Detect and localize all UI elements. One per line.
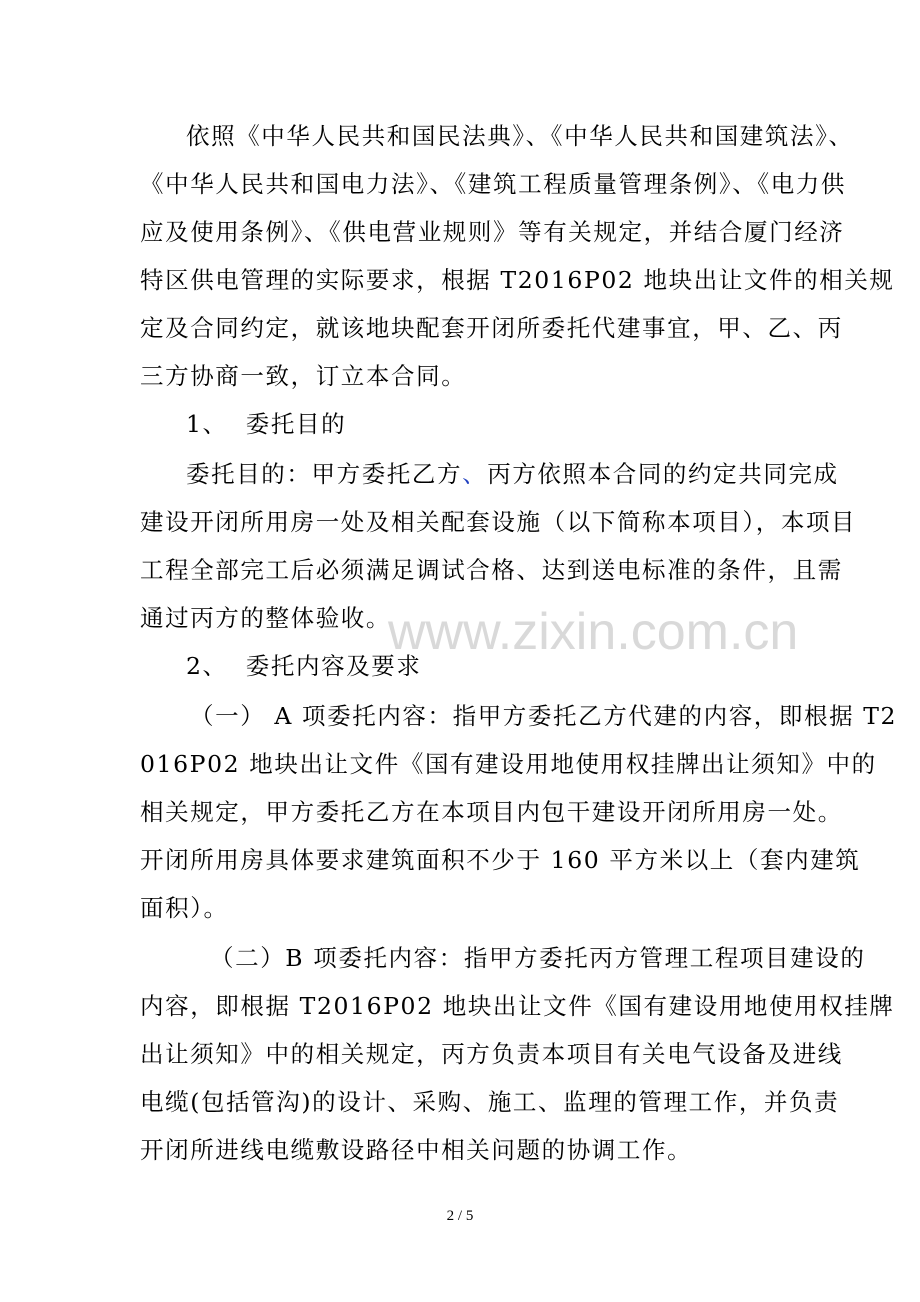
section-heading-2: 2、 委托内容及要求	[186, 652, 422, 680]
paragraph-line: 出让须知》中的相关规定，丙方负责本项目有关电气设备及进线	[140, 1040, 843, 1068]
paragraph-line: 定及合同约定，就该地块配套开闭所委托代建事宜，甲、乙、丙	[140, 314, 843, 342]
paragraph-line: （一） A 项委托内容：指甲方委托乙方代建的内容，即根据 T2	[190, 702, 898, 730]
paragraph-line: 依照《中华人民共和国民法典》、《中华人民共和国建筑法》、	[186, 122, 854, 150]
paragraph-line: 开闭所用房具体要求建筑面积不少于 160 平方米以上（套内建筑	[140, 846, 861, 874]
paragraph-line: 委托目的：甲方委托乙方、丙方依照本合同的约定共同完成	[186, 460, 839, 488]
paragraph-line: 相关规定，甲方委托乙方在本项目内包干建设开闭所用房一处。	[140, 798, 843, 826]
paragraph-line: 工程全部完工后必须满足调试合格、达到送电标准的条件，且需	[140, 556, 843, 584]
paragraph-line: 内容，即根据 T2016P02 地块出让文件《国有建设用地使用权挂牌	[140, 992, 895, 1020]
paragraph-line: 通过丙方的整体验收。	[140, 604, 391, 632]
paragraph-line: 开闭所进线电缆敷设路径中相关问题的协调工作。	[140, 1136, 693, 1164]
blue-separator: 、	[462, 460, 488, 488]
paragraph-line: 建设开闭所用房一处及相关配套设施（以下简称本项目），本项目	[140, 508, 857, 536]
page-number: 2 / 5	[446, 1208, 474, 1224]
paragraph-line: 《中华人民共和国电力法》、《建筑工程质量管理条例》、《电力供	[140, 170, 846, 198]
paragraph-line: 电缆(包括管沟)的设计、采购、施工、监理的管理工作，并负责	[140, 1088, 840, 1116]
paragraph-line: 特区供电管理的实际要求，根据 T2016P02 地块出让文件的相关规	[140, 266, 895, 294]
paragraph-line: （二）B 项委托内容：指甲方委托丙方管理工程项目建设的	[210, 944, 866, 972]
paragraph-line: 应及使用条例》、《供电营业规则》等有关规定，并结合厦门经济	[140, 218, 845, 246]
paragraph-line: 面积）。	[140, 894, 229, 922]
paragraph-line: 016P02 地块出让文件《国有建设用地使用权挂牌出让须知》中的	[140, 750, 877, 778]
watermark: www.zixin.com.cn	[388, 603, 799, 661]
paragraph-line: 三方协商一致，订立本合同。	[140, 362, 467, 390]
section-heading-1: 1、 委托目的	[186, 410, 347, 438]
